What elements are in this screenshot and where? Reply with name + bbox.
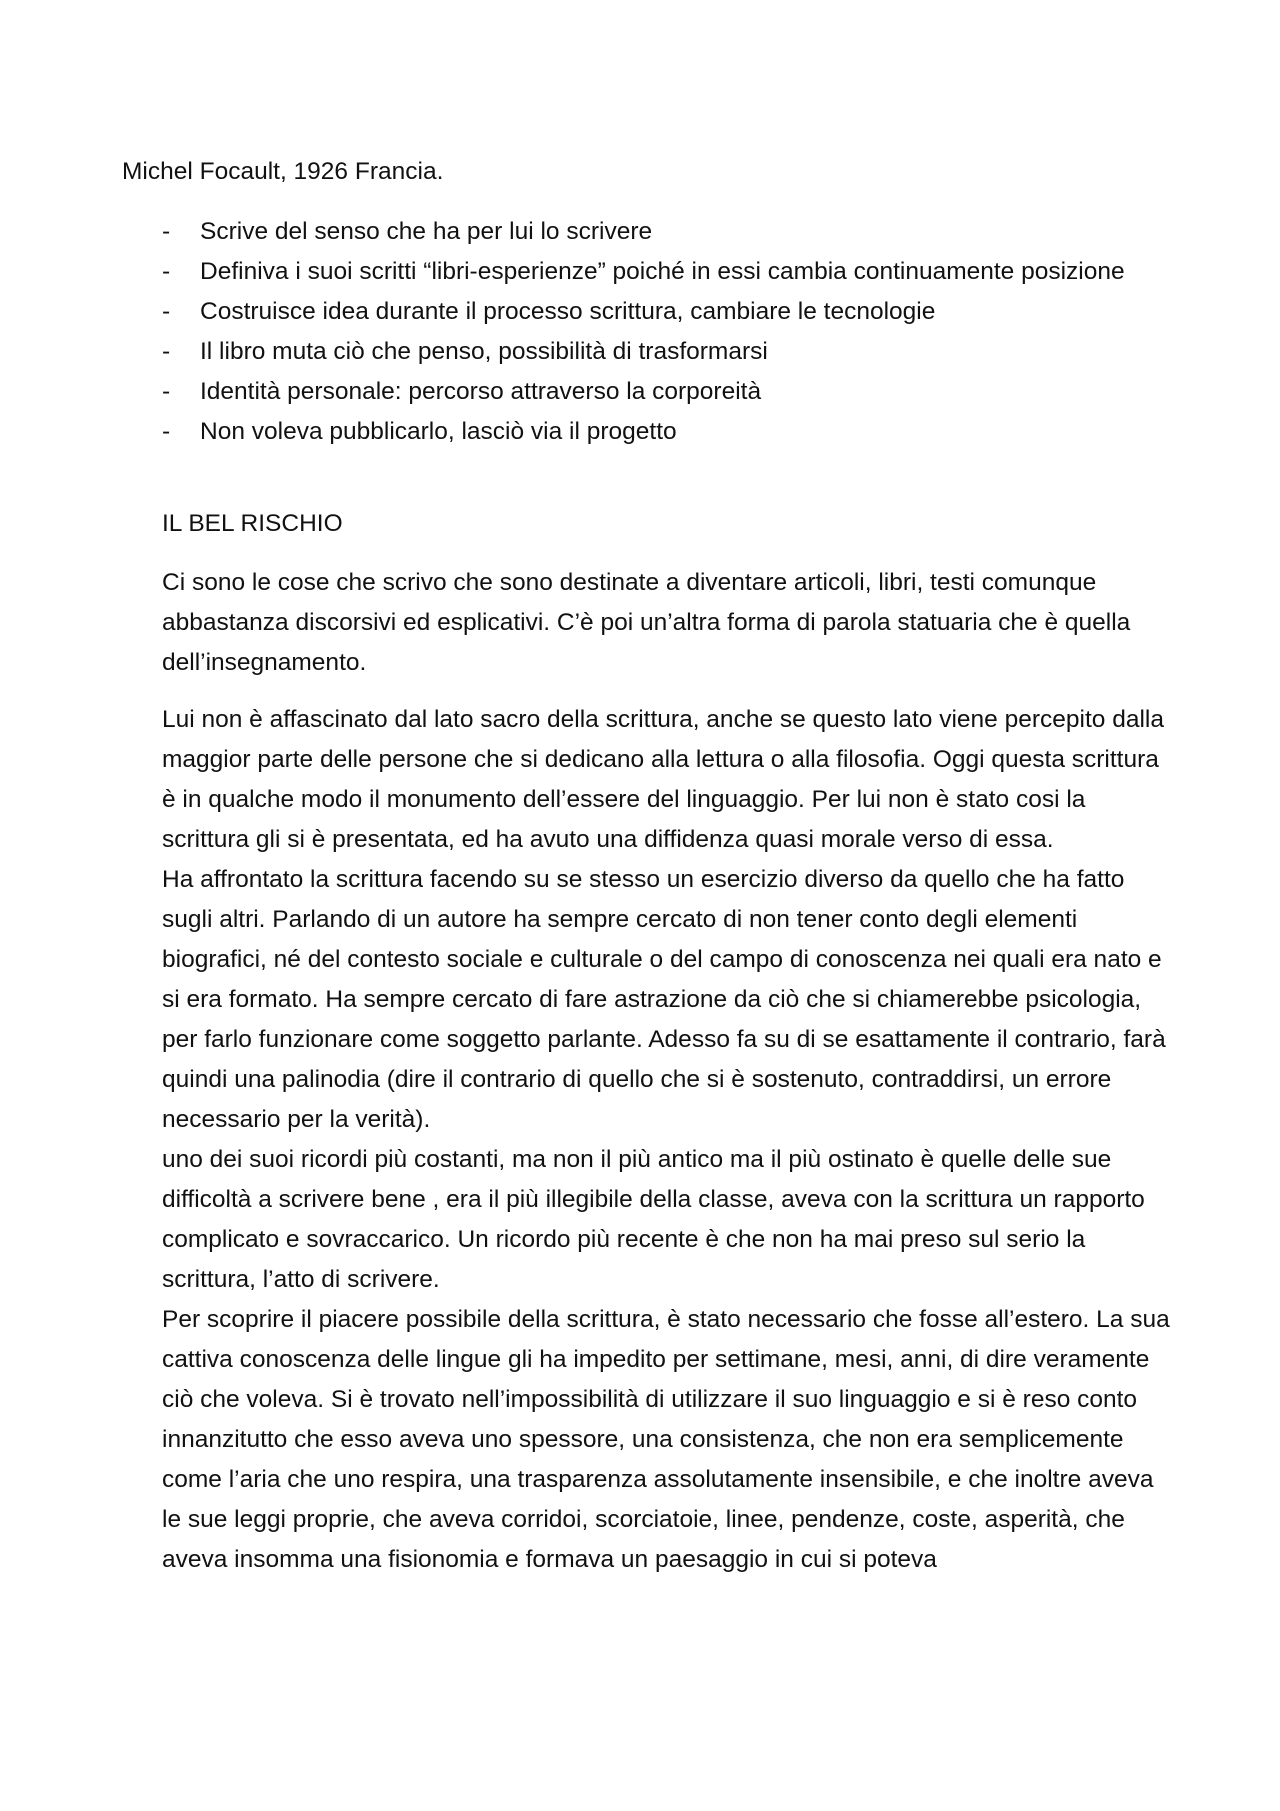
list-item xyxy=(162,372,1162,412)
bullet-marker: - xyxy=(162,218,171,245)
list-item-text: Identità personale: percorso attraverso la corporeità xyxy=(200,378,762,405)
list-item xyxy=(162,212,1162,252)
list-item-text: Non voleva pubblicarlo, lasciò via il progetto xyxy=(200,418,677,445)
list-item xyxy=(162,332,1162,372)
list-item xyxy=(162,292,1162,332)
bullet-marker: - xyxy=(162,298,171,325)
list-item-text: Scrive del senso che ha per lui lo scrivere xyxy=(200,218,653,245)
list-item-text: Costruisce idea durante il processo scrittura, cambiare le tecnologie xyxy=(200,298,936,325)
list-item xyxy=(162,252,1162,292)
list-item-text: Definiva i suoi scritti “libri-esperienze” poiché in essi cambia continuamente posizione xyxy=(200,258,1125,285)
list-item-text: Il libro muta ciò che penso, possibilità di trasformarsi xyxy=(200,338,768,365)
paragraph-intro: Ci sono le cose che scrivo che sono destinate a diventare articoli, libri, testi comunque abbastanza discorsivi ed esplicativi. C’è poi un’altra forma di parola statuaria che è quella dell’insegnamento. xyxy=(162,569,1131,676)
section-title: IL BEL RISCHIO xyxy=(162,510,343,537)
bullet-marker: - xyxy=(162,418,171,445)
document-heading: Michel Focault, 1926 Francia. xyxy=(122,158,444,185)
bullet-marker: - xyxy=(162,378,171,405)
list-item xyxy=(162,412,1162,452)
bullet-marker: - xyxy=(162,338,171,365)
paragraph-main: Lui non è affascinato dal lato sacro della scrittura, anche se questo lato viene percepito dalla maggior parte delle persone che si dedicano alla lettura o alla filosofia. Oggi questa scrittura è in qualche modo il monumento dell’essere del linguaggio. Per lui non è stato cosi la scrittura gli si è presentata, ed ha avuto una diffidenza quasi morale verso di essa. Ha affrontato la scrittura facendo su se stesso un esercizio diverso da quello che ha fatto sugli altri. Parlando di un autore ha sempre cercato di non tener conto degli elementi biografici, né del contesto sociale e culturale o del campo di conoscenza nei quali era nato e si era formato. Ha sempre cercato di fare astrazione da ciò che si chiamerebbe psicologia, per farlo funzionare come soggetto parlante. Adesso fa su di se esattamente il contrario, farà quindi una palinodia (dire il contrario di quello che si è sostenuto, contraddirsi, un errore necessario per la verità). uno dei suoi ricordi più costanti, ma non il più antico ma il più ostinato è quelle delle sue difficoltà a scrivere bene , era il più illegibile della classe, aveva con la scrittura un rapporto complicato e sovraccarico. Un ricordo più recente è che non ha mai preso sul serio la scrittura, l’atto di scrivere. Per scoprire il piacere possibile della scrittura, è stato necessario che fosse all’estero. La sua cattiva conoscenza delle lingue gli ha impedito per settimane, mesi, anni, di dire veramente ciò che voleva. Si è trovato nell’impossibilità di utilizzare il suo linguaggio e si è reso conto innanzitutto che esso aveva uno spessore, una consistenza, che non era semplicemente come l’aria che uno respira, una trasparenza assolutamente insensibile, e che inoltre aveva le sue leggi proprie, che aveva corridoi, scorciatoie, linee, pendenze, coste, asperità, che aveva insomma una fisionomia e formava un paesaggio in cui si poteva xyxy=(162,706,1170,1573)
bullet-list xyxy=(162,212,1162,452)
bullet-marker: - xyxy=(162,258,171,285)
